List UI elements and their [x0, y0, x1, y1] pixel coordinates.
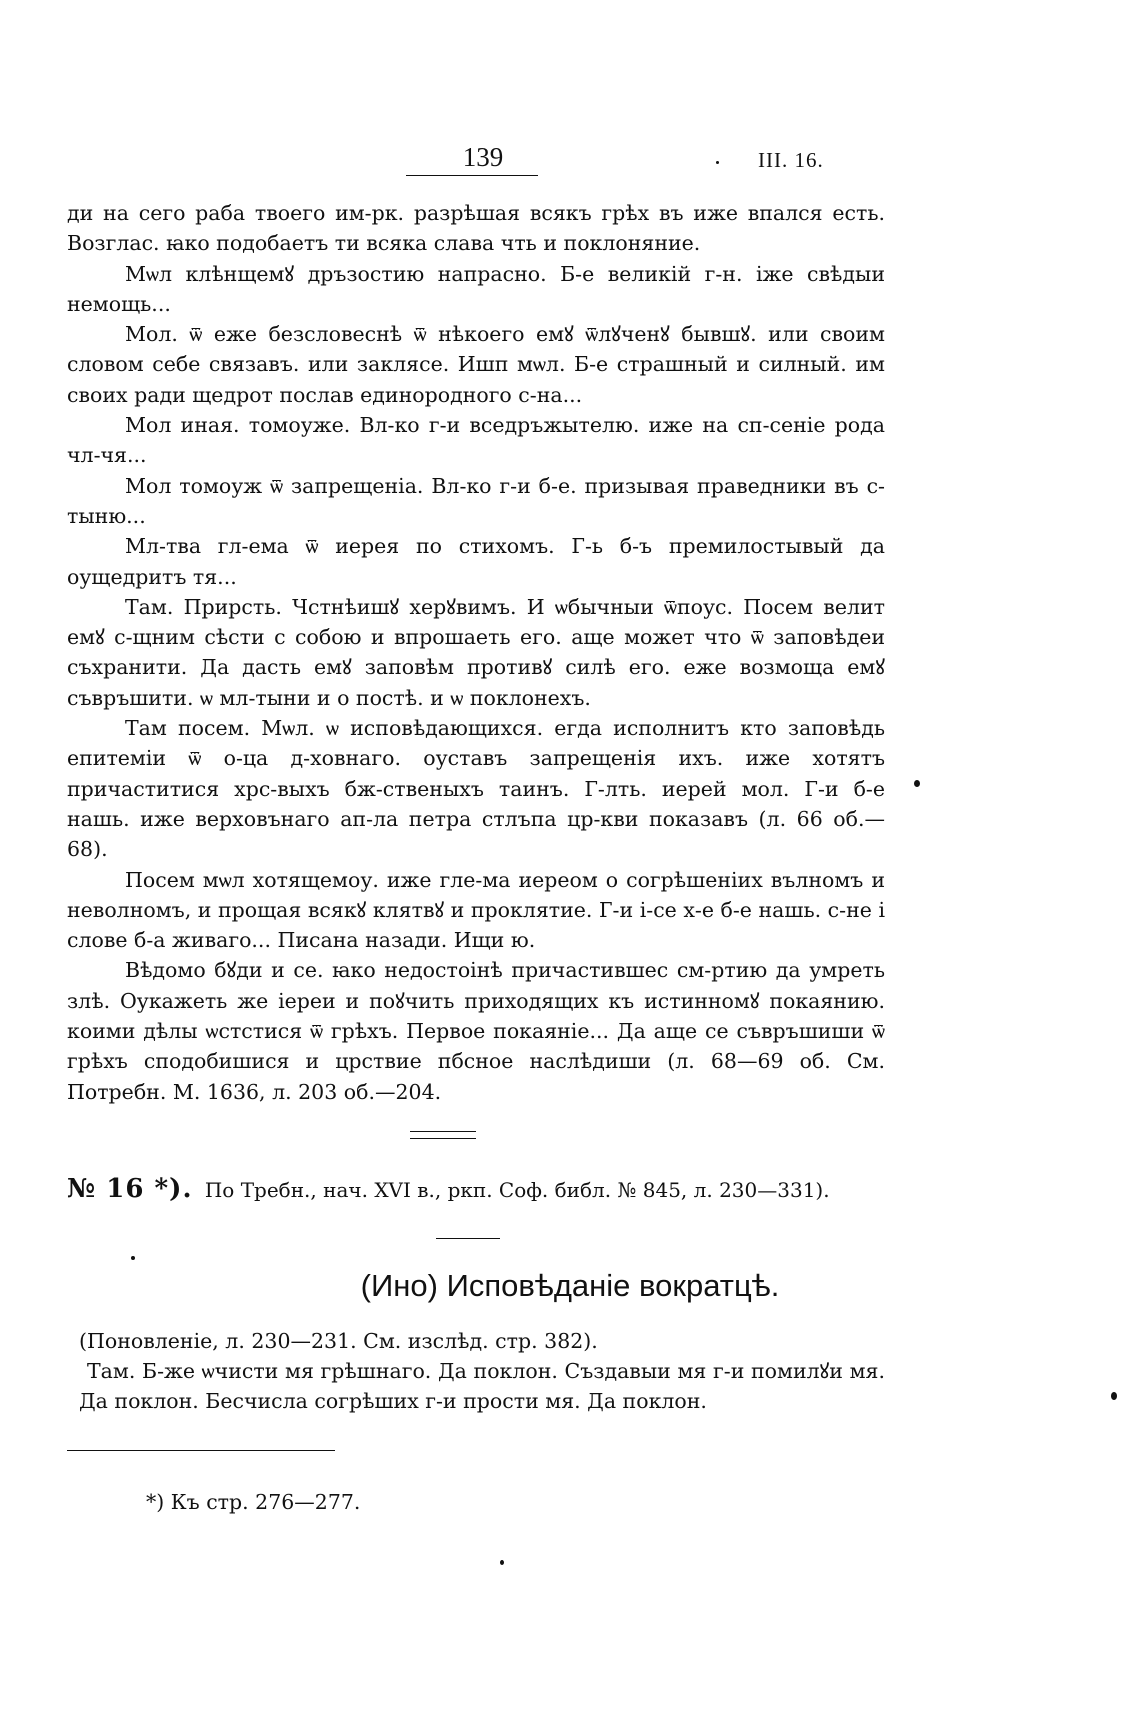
print-speck: [914, 780, 920, 787]
main-text: [67, 198, 885, 1107]
paragraph: Мол томоуж ѿ запрещеніа. Вл-ко г-и б-е. призывая праведники въ с-тыню...: [67, 473, 885, 528]
page-number-rule: [406, 175, 538, 176]
short-rule-divider: [436, 1238, 500, 1239]
paragraph: Там. Прирсть. Чстнѣишꙋ херꙋвимъ. И ѡбычныи ѿпоус. Посем велит емꙋ с-щним сѣсти с собою и впрошаеть его. аще может что ѿ заповѣдеи съхранити. Да дасть емꙋ заповѣм противꙋ силѣ его. еже возмоща емꙋ съвръшити. ѡ мл-тыни и о постѣ. и ѡ поклонехъ.: [67, 594, 885, 710]
footnote: *) Къ стр. 276—277.: [146, 1490, 361, 1514]
paragraph: Мол. ѿ еже безсловеснѣ ѿ нѣкоего емꙋ ѿлꙋченꙋ бывшꙋ. или своим словом себе связавъ. или заклясе. Ишп мѡл. Б-е страшный и силный. им своих ради щедрот послав единородного с-на...: [67, 322, 885, 407]
double-rule-divider: [410, 1131, 476, 1139]
page-number: 139: [462, 142, 504, 172]
paragraph: ди на сего раба твоего им-рк. разрѣшая всякъ грѣх въ иже впался есть. Возглас. ꙗко подобаетъ ти всяка слава чть и поклоняние.: [67, 201, 885, 256]
paragraph: Там посем. Мѡл. ѡ исповѣдающихся. егда исполнитъ кто заповѣдь епитеміи ѿ о-ца д-ховнаго. оуставъ запрещенія ихъ. иже хотятъ причаститися хрс-выхъ бж-ственыхъ таинъ. Г-лть. иерей мол. Г-и б-е нашь. иже верховънаго ап-ла петра стлъпа цр-кви показавъ (л. 66 об.—68).: [67, 716, 885, 862]
paragraph: Там. Б-же ѡчисти мя грѣшнаго. Да поклон. Създавыи мя г-и помилꙋи мя. Да поклон. Бесчисла согрѣших г-и прости мя. Да поклон.: [79, 1359, 885, 1413]
paragraph: (Поновленіе, л. 230—231. См. изслѣд. стр. 382).: [79, 1329, 598, 1353]
section-title: (Ино) Исповѣданіе вократцѣ.: [360, 1268, 780, 1303]
entry-number: № 16 *).: [67, 1174, 193, 1204]
paragraph: Мол иная. томоуже. Вл-ко г-и вседръжытелю. иже на сп-сеніе рода чл-чя...: [67, 413, 885, 468]
print-speck: [716, 161, 719, 164]
paragraph: Мѡл клѣнщемꙋ дръзостию напрасно. Б-е великій г-н. іже свѣдыи немощь...: [67, 261, 885, 316]
page-header: [0, 138, 1140, 178]
section-reference: III. 16.: [758, 148, 824, 172]
manuscript-entry: [67, 1174, 897, 1204]
paragraph: Мл-тва гл-ема ѿ иерея по стихомъ. Г-ь б-ъ премилостывый да оущедритъ тя...: [67, 534, 885, 589]
footnote-rule: [67, 1450, 335, 1451]
paragraph: Вѣдомо бꙋди и се. ꙗко недостоінѣ причастившес см-ртию да умреть злѣ. Оукажеть же іереи и поꙋчить приходящих къ истинномꙋ покаянию. коими дѣлы ѡстстися ѿ грѣхъ. Первое покаяніе... Да аще се съвръшиши ѿ грѣхъ сподобишися и црствие пбсное наслѣдиши (л. 68—69 об. См. Потребн. М. 1636, л. 203 об.—204.: [67, 958, 885, 1104]
print-speck: [500, 1560, 504, 1565]
section-text: [79, 1326, 885, 1416]
paragraph: Посем мѡл хотящемоу. иже гле-ма иереом о согрѣшеніих вълномъ и неволномъ, и прощая всякꙋ клятвꙋ и проклятие. Г-и і-се х-е б-е нашь. с-не і слове б-а живаго... Писана назади. Ищи ю.: [67, 867, 885, 953]
print-speck: [131, 1256, 135, 1260]
entry-description: По Требн., нач. XVI в., ркп. Соф. библ. № 845, л. 230—331).: [204, 1178, 830, 1202]
print-speck: [1111, 1392, 1117, 1400]
